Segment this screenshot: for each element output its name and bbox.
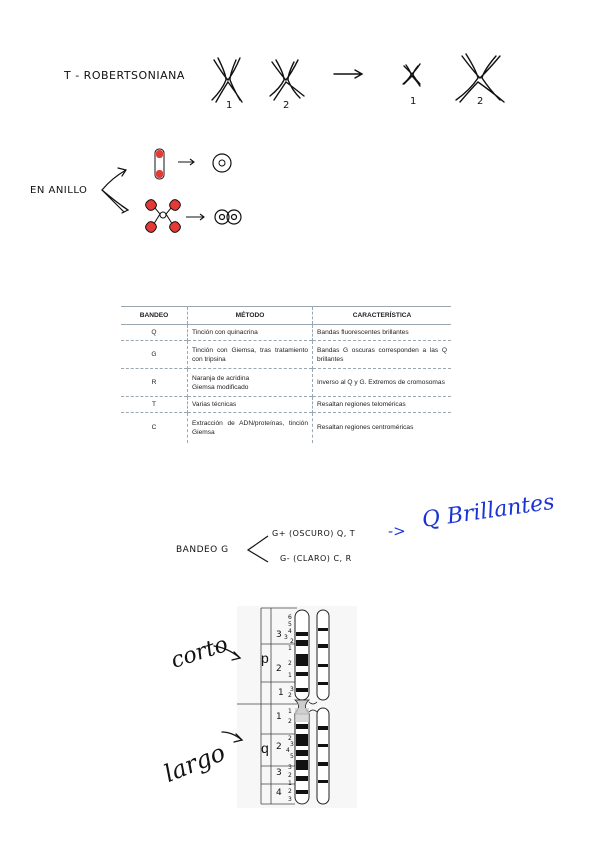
table-row: [121, 341, 451, 369]
chr-label-1a: 1: [226, 100, 233, 111]
p-subband: 4: [288, 628, 292, 635]
q-subband: 2: [288, 788, 292, 795]
cell-metodo: Naranja de acridina Giemsa modificado: [188, 369, 313, 397]
chr-label-2a: 2: [283, 100, 290, 111]
annotation-arrows: [200, 640, 280, 780]
cell-caracteristica: Bandas G oscuras corresponden a las Q brillantes: [313, 341, 452, 369]
branch-down-arrowhead: [122, 206, 128, 213]
p-subband: 3: [284, 634, 288, 641]
p-subband: 3: [290, 686, 294, 693]
blue-arrow: ->: [388, 522, 406, 540]
chromosome-2-after: [456, 54, 504, 102]
cell-caracteristica: Resaltan regiones teloméricas: [313, 397, 452, 413]
chromosome-1-before: [212, 58, 242, 102]
chromosome-2-before: [270, 60, 304, 100]
table-row: [121, 397, 451, 413]
col-caracteristica: CARACTERÍSTICA: [313, 307, 452, 325]
x-chromosome-red: [144, 198, 182, 234]
q-subband: 4: [286, 747, 290, 754]
cell-metodo: Tinción con quinacrina: [188, 325, 313, 341]
cell-bandeo: G: [121, 341, 188, 369]
arrow-right: [334, 70, 362, 78]
chromosome-1-after: [403, 64, 420, 86]
largo-annotation: largo: [160, 738, 230, 788]
banding-table: [121, 306, 451, 446]
p-subband: 1: [288, 672, 292, 679]
p-subband: 1: [288, 645, 292, 652]
col-bandeo: BANDEO: [121, 307, 188, 325]
p-subband: 6: [288, 614, 292, 621]
ring-chromosome-1: [213, 154, 231, 172]
p-subband: 5: [288, 621, 292, 628]
q-subband: 3: [288, 764, 292, 771]
cell-bandeo: Q: [121, 325, 188, 341]
q-subband: 2: [288, 772, 292, 779]
robertsonian-title: T - ROBERTSONIANA: [64, 69, 185, 82]
ring-chromosome-2: [215, 210, 241, 224]
q-region-4: 4: [276, 788, 282, 798]
q-region-3: 3: [276, 768, 282, 778]
p-subband: 2: [288, 692, 292, 699]
q-subband: 3: [290, 741, 294, 748]
q-subband: 3: [288, 796, 292, 803]
q-region-2: 2: [276, 742, 282, 752]
q-subband: 5: [290, 753, 294, 760]
arm-q-label: q: [261, 740, 269, 756]
cell-bandeo: C: [121, 413, 188, 443]
table-row: [121, 369, 451, 397]
bandeo-g-label: BANDEO G: [176, 545, 229, 555]
p-subband: 2: [290, 638, 294, 645]
bandeo-g-lower: G- (CLARO) C, R: [280, 554, 352, 563]
bandeo-g-upper: G+ (OSCURO) Q, T: [272, 529, 356, 538]
corto-annotation: corto: [168, 632, 232, 674]
arm-p-label: p: [261, 650, 269, 666]
chr-label-1b: 1: [410, 96, 417, 107]
ring-label: EN ANILLO: [30, 185, 88, 196]
cell-caracteristica: Inverso al Q y G. Extremos de cromosomas: [313, 369, 452, 397]
cell-caracteristica: Resaltan regiones centroméricas: [313, 413, 452, 443]
q-region-1: 1: [276, 712, 282, 722]
ring-diagram: [0, 140, 600, 260]
table-row: [121, 413, 451, 443]
cell-metodo: Varias técnicas: [188, 397, 313, 413]
p-region-2: 2: [276, 664, 282, 674]
q-brillantes-note: Q Brillantes: [420, 489, 556, 533]
q-subband: 2: [288, 718, 292, 725]
cell-caracteristica: Bandas fluorescentes brillantes: [313, 325, 452, 341]
table-row: [121, 325, 451, 341]
cell-metodo: Tinción con Giemsa, tras tratamiento con tripsina: [188, 341, 313, 369]
p-subband: 2: [288, 660, 292, 667]
p-region-1: 1: [278, 688, 284, 698]
cell-metodo: Extracción de ADN/proteínas, tinción Giemsa: [188, 413, 313, 443]
cell-bandeo: R: [121, 369, 188, 397]
q-subband: 1: [288, 708, 292, 715]
cell-bandeo: T: [121, 397, 188, 413]
p-region-3: 3: [276, 630, 282, 640]
chr-label-2b: 2: [477, 96, 484, 107]
q-subband: 1: [288, 780, 292, 787]
col-metodo: MÉTODO: [188, 307, 313, 325]
q-subband: 2: [288, 735, 292, 742]
